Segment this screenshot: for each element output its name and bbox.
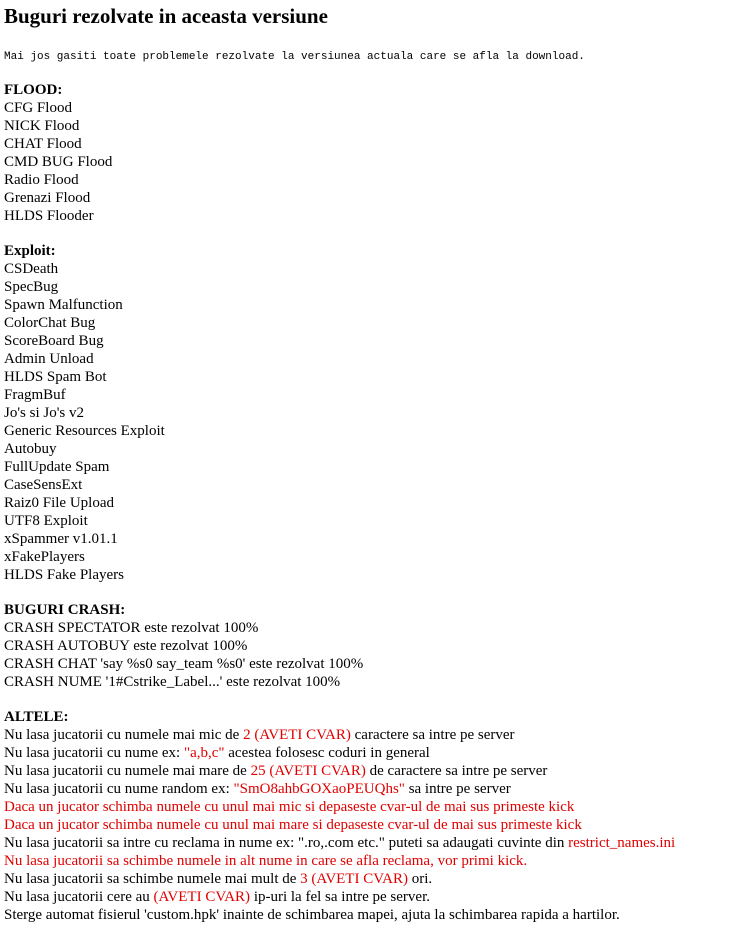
crash-section bbox=[4, 601, 732, 691]
highlight-text: restrict_names.ini bbox=[568, 835, 676, 851]
flood-section bbox=[4, 81, 732, 225]
line-text: caractere sa intre pe server bbox=[350, 727, 515, 743]
list-item: CFG Flood bbox=[4, 100, 72, 116]
line-text: Nu lasa jucatorii cu nume random ex: bbox=[4, 781, 234, 797]
altele-line: Daca un jucator schimba numele cu unul mai mare si depaseste cvar-ul de mai sus primeste kick bbox=[4, 817, 582, 833]
list-item: HLDS Spam Bot bbox=[4, 369, 107, 385]
altele-line bbox=[4, 744, 732, 762]
line-text: Nu lasa jucatorii cere au bbox=[4, 889, 154, 905]
list-item: Generic Resources Exploit bbox=[4, 423, 165, 439]
list-item: Autobuy bbox=[4, 441, 57, 457]
list-item: CHAT Flood bbox=[4, 136, 82, 152]
list-item: UTF8 Exploit bbox=[4, 513, 88, 529]
list-item: Grenazi Flood bbox=[4, 190, 91, 206]
highlight-text: "a,b,c" bbox=[183, 745, 225, 761]
highlight-text: 2 (AVETI CVAR) bbox=[243, 727, 351, 743]
list-item: CRASH NUME '1#Cstrike_Label...' este rezolvat 100% bbox=[4, 674, 341, 690]
highlight-text: (AVETI CVAR) bbox=[153, 889, 251, 905]
altele-line bbox=[4, 780, 732, 798]
list-item: NICK Flood bbox=[4, 118, 80, 134]
line-text: Nu lasa jucatorii cu nume ex: bbox=[4, 745, 184, 761]
line-text: acestea folosesc coduri in general bbox=[224, 745, 430, 761]
line-text: Nu lasa jucatorii cu numele mai mic de bbox=[4, 727, 244, 743]
crash-title: BUGURI CRASH: bbox=[4, 602, 126, 618]
line-text: ori. bbox=[407, 871, 433, 887]
list-item: Radio Flood bbox=[4, 172, 79, 188]
list-item: Jo's si Jo's v2 bbox=[4, 405, 85, 421]
list-item: CaseSensExt bbox=[4, 477, 83, 493]
flood-title: FLOOD: bbox=[4, 82, 63, 98]
altele-section bbox=[4, 708, 732, 924]
list-item: FullUpdate Spam bbox=[4, 459, 110, 475]
list-item: ColorChat Bug bbox=[4, 315, 96, 331]
list-item: CRASH AUTOBUY este rezolvat 100% bbox=[4, 638, 248, 654]
list-item: ScoreBoard Bug bbox=[4, 333, 104, 349]
line-text: ip-uri la fel sa intre pe server. bbox=[250, 889, 430, 905]
exploit-list bbox=[4, 260, 732, 584]
altele-line: Sterge automat fisierul 'custom.hpk' inainte de schimbarea mapei, ajuta la schimbarea rapida a hartilor. bbox=[4, 907, 620, 923]
line-text: sa intre pe server bbox=[404, 781, 511, 797]
highlight-text: 3 (AVETI CVAR) bbox=[300, 871, 408, 887]
altele-title: ALTELE: bbox=[4, 709, 69, 725]
list-item: CMD BUG Flood bbox=[4, 154, 113, 170]
line-text: Nu lasa jucatorii cu numele mai mare de bbox=[4, 763, 251, 779]
altele-line bbox=[4, 762, 732, 780]
list-item: SpecBug bbox=[4, 279, 59, 295]
intro-text: Mai jos gasiti toate problemele rezolvate la versiunea actuala care se afla la download. bbox=[4, 51, 585, 63]
list-item: Spawn Malfunction bbox=[4, 297, 123, 313]
altele-line bbox=[4, 870, 732, 888]
altele-line bbox=[4, 726, 732, 744]
flood-list bbox=[4, 99, 732, 225]
list-item: CRASH CHAT 'say %s0 say_team %s0' este rezolvat 100% bbox=[4, 656, 364, 672]
line-text: Nu lasa jucatorii sa intre cu reclama in nume ex: ".ro,.com etc." puteti sa adaugati cuvinte din bbox=[4, 835, 569, 851]
list-item: HLDS Flooder bbox=[4, 208, 94, 224]
list-item: CRASH SPECTATOR este rezolvat 100% bbox=[4, 620, 259, 636]
list-item: Admin Unload bbox=[4, 351, 94, 367]
line-text: de caractere sa intre pe server bbox=[365, 763, 548, 779]
highlight-text: "SmO8ahbGOXaoPEUQhs" bbox=[233, 781, 405, 797]
altele-line: Nu lasa jucatorii sa schimbe numele in alt nume in care se afla reclama, vor primi kick. bbox=[4, 853, 528, 869]
exploit-section bbox=[4, 242, 732, 584]
highlight-text: 25 (AVETI CVAR) bbox=[250, 763, 366, 779]
page-title: Buguri rezolvate in aceasta versiune bbox=[4, 4, 328, 28]
exploit-title: Exploit: bbox=[4, 243, 56, 259]
altele-line: Daca un jucator schimba numele cu unul mai mic si depaseste cvar-ul de mai sus primeste kick bbox=[4, 799, 575, 815]
list-item: HLDS Fake Players bbox=[4, 567, 124, 583]
crash-list bbox=[4, 619, 732, 691]
line-text: Nu lasa jucatorii sa schimbe numele mai mult de bbox=[4, 871, 301, 887]
list-item: FragmBuf bbox=[4, 387, 66, 403]
list-item: xSpammer v1.01.1 bbox=[4, 531, 118, 547]
altele-line bbox=[4, 888, 732, 906]
list-item: CSDeath bbox=[4, 261, 59, 277]
list-item: xFakePlayers bbox=[4, 549, 85, 565]
list-item: Raiz0 File Upload bbox=[4, 495, 114, 511]
altele-line bbox=[4, 834, 732, 852]
